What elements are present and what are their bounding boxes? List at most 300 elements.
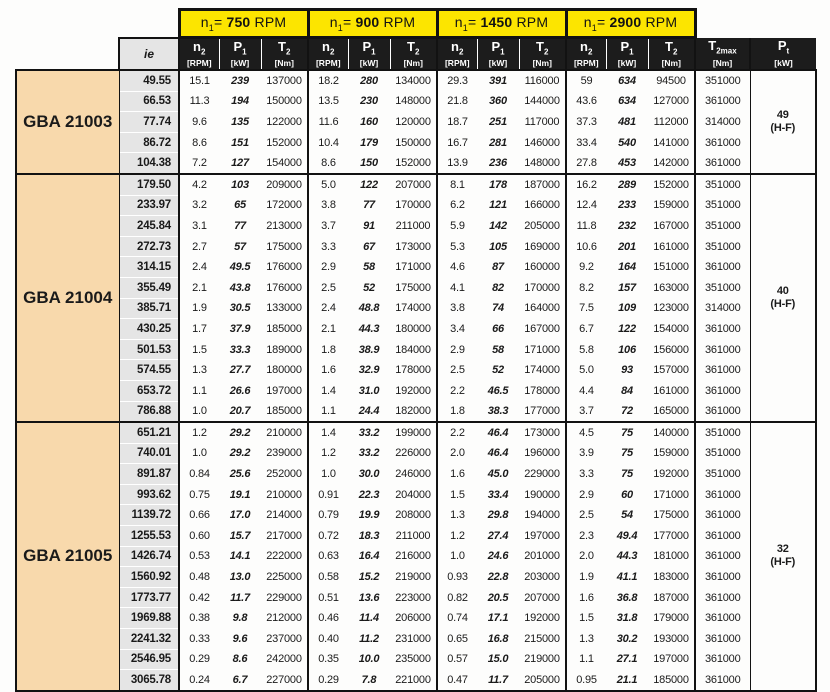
n2-cell: 3.3 [308, 236, 348, 257]
t2-cell: 148000 [519, 153, 566, 174]
p1-cell: 16.4 [358, 550, 380, 563]
t2-cell: 134000 [395, 75, 431, 88]
t2-cell: 187000 [524, 179, 560, 192]
p1-cell: 46.4 [487, 427, 509, 440]
t2max-cell: 361000 [695, 608, 750, 629]
p1-cell: 21.1 [606, 670, 648, 691]
p1-cell: 43.8 [229, 281, 251, 294]
t2max-cell: 361000 [695, 670, 750, 691]
n2-cell: 2.9 [566, 484, 606, 505]
t2max-cell: 361000 [695, 649, 750, 670]
t2-column-header: $T_2$ [Nm] [648, 38, 695, 71]
n2-cell: 2.5 [566, 505, 606, 526]
n2-column-header: $n_2$ [RPM] [179, 38, 219, 71]
n2-cell: 2.9 [308, 257, 348, 278]
ie-cell: 653.72 [119, 380, 179, 401]
p1-cell: 22.8 [487, 571, 509, 584]
n2-cell: 1.7 [179, 319, 219, 340]
label-column-blank [16, 38, 119, 71]
t2-cell: 123000 [653, 302, 689, 315]
t2-cell: 133000 [266, 302, 302, 315]
p1-cell: 251 [489, 115, 507, 128]
p1-cell: 25.6 [229, 468, 251, 481]
n2-cell: 0.82 [437, 587, 477, 608]
t2-cell: 215000 [524, 632, 560, 645]
n2-cell: 11.8 [566, 216, 606, 237]
p1-cell: 289 [618, 179, 636, 192]
t2-column-header: $T_2$ [Nm] [261, 38, 308, 71]
p1-cell: 122 [618, 322, 636, 335]
t2-cell: 197000 [653, 653, 689, 666]
p1-cell: 27.1 [616, 653, 638, 666]
t2-column-header: $T_2$ [Nm] [519, 38, 566, 71]
p1-column-header: $P_1$ [kW] [477, 38, 519, 71]
n2-cell: 1.6 [308, 360, 348, 381]
n2-cell: 5.0 [308, 174, 348, 195]
ie-cell: 49.55 [119, 70, 179, 91]
t2-cell: 173000 [395, 240, 431, 253]
p1-cell: 91 [363, 219, 375, 232]
n2-cell: 2.9 [437, 339, 477, 360]
t2-cell: 252000 [266, 468, 302, 481]
n2-cell: 3.7 [566, 401, 606, 422]
t2-cell: 161000 [653, 384, 689, 397]
p1-cell: 179 [360, 136, 378, 149]
table-row [16, 339, 816, 360]
p1-cell: 82 [492, 281, 504, 294]
p1-cell: 52 [492, 364, 504, 377]
n2-cell: 3.4 [437, 319, 477, 340]
n2-column-header: $n_2$ [RPM] [566, 38, 606, 71]
t2-cell: 196000 [524, 447, 560, 460]
p1-cell: 481 [618, 115, 636, 128]
table-row [16, 505, 816, 526]
n2-cell: 0.84 [179, 464, 219, 485]
table-row [16, 608, 816, 629]
n2-cell: 1.6 [566, 587, 606, 608]
p1-cell: 121 [489, 199, 507, 212]
t2-cell: 120000 [395, 115, 431, 128]
ie-cell: 1969.88 [119, 608, 179, 629]
header-row-speeds [16, 10, 816, 38]
p1-cell: 233 [618, 199, 636, 212]
n2-cell: 7.5 [566, 298, 606, 319]
ie-cell: 86.72 [119, 132, 179, 153]
p1-cell: 65 [234, 199, 246, 212]
p1-cell: 31.0 [358, 384, 380, 397]
n2-cell: 16.7 [437, 132, 477, 153]
ie-cell: 2241.32 [119, 629, 179, 650]
n2-cell: 0.95 [566, 670, 606, 691]
table-row [16, 629, 816, 650]
p1-cell: 201 [618, 240, 636, 253]
p1-column-header: $P_1$ [kW] [606, 38, 648, 71]
t2-cell: 211000 [395, 219, 431, 232]
n2-cell: 10.6 [566, 236, 606, 257]
n2-cell: 0.79 [308, 505, 348, 526]
n2-cell: 21.8 [437, 91, 477, 112]
t2max-cell: 361000 [695, 319, 750, 340]
n2-cell: 0.74 [437, 608, 477, 629]
p1-cell: 20.5 [487, 591, 509, 604]
table-row [16, 298, 816, 319]
n2-cell: 4.5 [566, 422, 606, 443]
t2-cell: 180000 [395, 322, 431, 335]
t2-cell: 175000 [266, 240, 302, 253]
n2-cell: 2.3 [566, 526, 606, 547]
p1-cell: 36.8 [616, 591, 638, 604]
n2-cell: 1.5 [179, 339, 219, 360]
t2-cell: 213000 [266, 219, 302, 232]
ie-cell: 3065.78 [119, 670, 179, 691]
ie-cell: 179.50 [119, 174, 179, 195]
n2-cell: 2.4 [308, 298, 348, 319]
t2-cell: 219000 [395, 571, 431, 584]
n2-cell: 9.6 [179, 112, 219, 133]
table-row [16, 70, 816, 91]
n2-cell: 0.60 [179, 526, 219, 547]
t2-cell: 137000 [266, 75, 302, 88]
t2max-column-header: $T_{2max}$ [Nm] [695, 38, 750, 71]
table-row [16, 91, 816, 112]
t2-cell: 176000 [266, 281, 302, 294]
t2-cell: 204000 [395, 488, 431, 501]
n2-cell: 2.0 [437, 443, 477, 464]
p1-cell: 230 [360, 95, 378, 108]
n2-cell: 0.58 [308, 567, 348, 588]
p1-cell: 13.0 [229, 571, 251, 584]
t2-cell: 219000 [524, 653, 560, 666]
n2-cell: 18.7 [437, 112, 477, 133]
n2-column-header: $n_2$ [RPM] [308, 38, 348, 71]
t2max-cell: 361000 [695, 546, 750, 567]
p1-cell: 106 [618, 343, 636, 356]
t2-cell: 177000 [519, 401, 566, 422]
p1-cell: 6.7 [219, 670, 261, 691]
n2-cell: 2.5 [308, 277, 348, 298]
p1-cell: 105 [489, 240, 507, 253]
t2-cell: 190000 [524, 488, 560, 501]
t2-cell: 172000 [266, 199, 302, 212]
p1-cell: 11.7 [230, 591, 250, 604]
n2-cell: 0.47 [437, 670, 477, 691]
t2-cell: 216000 [395, 550, 431, 563]
t2max-cell: 361000 [695, 629, 750, 650]
n2-column-header: $n_2$ [RPM] [437, 38, 477, 71]
p1-cell: 109 [618, 302, 636, 315]
t2-cell: 176000 [266, 261, 302, 274]
table-row [16, 546, 816, 567]
speed-header-2900rpm: $n_1= 2900$ RPM [566, 10, 695, 38]
p1-cell: 239 [231, 75, 249, 88]
n2-cell: 8.6 [179, 132, 219, 153]
header-row-columns [16, 38, 816, 71]
t2-cell: 160000 [524, 261, 560, 274]
n2-cell: 1.8 [437, 401, 477, 422]
n2-cell: 0.24 [179, 670, 219, 691]
t2-cell: 154000 [653, 322, 689, 335]
ie-cell: 1426.74 [119, 546, 179, 567]
t2-cell: 205000 [524, 219, 560, 232]
t2-cell: 157000 [653, 364, 689, 377]
n2-cell: 13.5 [308, 91, 348, 112]
n2-cell: 2.7 [179, 236, 219, 257]
ie-column-header: ie [119, 38, 179, 71]
t2-cell: 235000 [395, 653, 431, 666]
p1-cell: 9.6 [232, 632, 248, 645]
group-label: GBA 21004 [16, 174, 119, 422]
p1-cell: 87 [492, 261, 504, 274]
p1-cell: 29.8 [487, 509, 509, 522]
n2-cell: 0.38 [179, 608, 219, 629]
table-row [16, 567, 816, 588]
n2-cell: 0.48 [179, 567, 219, 588]
n2-cell: 8.1 [437, 174, 477, 195]
t2-cell: 141000 [653, 136, 689, 149]
t2max-cell: 351000 [695, 443, 750, 464]
n2-cell: 8.2 [566, 277, 606, 298]
t2-cell: 170000 [395, 199, 431, 212]
p1-cell: 38.9 [358, 343, 380, 356]
n2-cell: 0.35 [308, 649, 348, 670]
t2max-cell: 361000 [695, 587, 750, 608]
ie-cell: 314.15 [119, 257, 179, 278]
speed-header-750rpm: $n_1= 750$ RPM [179, 10, 308, 38]
t2-cell: 207000 [395, 179, 431, 192]
t2-cell: 210000 [266, 488, 302, 501]
p1-cell: 75 [621, 447, 633, 460]
p1-cell: 77 [363, 199, 375, 212]
n2-cell: 6.2 [437, 195, 477, 216]
t2max-cell: 351000 [695, 70, 750, 91]
n2-cell: 0.63 [308, 546, 348, 567]
p1-cell: 48.8 [358, 302, 380, 315]
p1-cell: 22.3 [358, 488, 380, 501]
t2-cell: 171000 [524, 343, 560, 356]
n2-cell: 0.75 [179, 484, 219, 505]
t2-cell: 94500 [656, 75, 686, 88]
p1-cell: 60 [621, 488, 633, 501]
p1-cell: 13.6 [358, 591, 380, 604]
p1-cell: 135 [231, 115, 249, 128]
n2-cell: 29.3 [437, 70, 477, 91]
p1-cell: 30.0 [358, 468, 380, 481]
t2max-cell: 314000 [695, 298, 750, 319]
t2-cell: 226000 [395, 447, 431, 460]
t2-cell: 171000 [653, 488, 689, 501]
n2-cell: 1.4 [308, 422, 348, 443]
p1-cell: 20.7 [219, 401, 261, 422]
table-row [16, 236, 816, 257]
n2-cell: 0.93 [437, 567, 477, 588]
ie-cell: 786.88 [119, 401, 179, 422]
n2-cell: 3.2 [179, 195, 219, 216]
t2-cell: 181000 [653, 550, 689, 563]
t2-cell: 150000 [395, 136, 431, 149]
p1-cell: 46.5 [487, 384, 509, 397]
p1-cell: 37.9 [229, 322, 251, 335]
t2-cell: 237000 [266, 632, 302, 645]
n2-cell: 5.8 [566, 339, 606, 360]
p1-cell: 33.3 [229, 343, 251, 356]
t2-column-header: $T_2$ [Nm] [390, 38, 437, 71]
n2-cell: 5.9 [437, 216, 477, 237]
ie-cell: 1773.77 [119, 587, 179, 608]
n2-cell: 1.0 [179, 443, 219, 464]
n2-cell: 11.3 [179, 91, 219, 112]
p1-cell: 46.4 [487, 447, 509, 460]
n2-cell: 15.1 [179, 70, 219, 91]
ie-cell: 1139.72 [119, 505, 179, 526]
table-row [16, 195, 816, 216]
t2-cell: 246000 [395, 468, 431, 481]
ie-cell: 2546.95 [119, 649, 179, 670]
group-label: GBA 21005 [16, 422, 119, 691]
t2-cell: 206000 [395, 612, 431, 625]
n2-cell: 1.9 [179, 298, 219, 319]
n2-cell: 1.0 [179, 401, 219, 422]
n2-cell: 59 [566, 70, 606, 91]
t2max-cell: 314000 [695, 112, 750, 133]
ie-cell: 651.21 [119, 422, 179, 443]
t2-cell: 161000 [653, 240, 689, 253]
n2-cell: 3.9 [566, 443, 606, 464]
p1-cell: 30.5 [229, 302, 251, 315]
n2-cell: 4.2 [179, 174, 219, 195]
t2-cell: 164000 [524, 302, 560, 315]
p1-cell: 38.3 [477, 401, 519, 422]
n2-cell: 0.51 [308, 587, 348, 608]
p1-cell: 280 [360, 75, 378, 88]
n2-cell: 18.2 [308, 70, 348, 91]
table-row [16, 526, 816, 547]
p1-cell: 32.9 [358, 364, 380, 377]
t2-cell: 193000 [653, 632, 689, 645]
p1-cell: 27.4 [487, 529, 509, 542]
t2-cell: 152000 [653, 179, 689, 192]
t2max-cell: 351000 [695, 174, 750, 195]
n2-cell: 1.5 [437, 484, 477, 505]
t2-cell: 169000 [524, 240, 560, 253]
p1-cell: 19.1 [229, 488, 251, 501]
ie-cell: 430.25 [119, 319, 179, 340]
t2-cell: 144000 [524, 95, 560, 108]
n2-cell: 0.57 [437, 649, 477, 670]
p1-cell: 84 [621, 384, 633, 397]
n2-cell: 9.2 [566, 257, 606, 278]
p1-cell: 24.4 [348, 401, 390, 422]
table-row [16, 649, 816, 670]
n2-cell: 0.29 [179, 649, 219, 670]
p1-cell: 58 [363, 261, 375, 274]
t2-cell: 175000 [395, 281, 431, 294]
t2-cell: 179000 [653, 612, 689, 625]
n2-cell: 1.3 [437, 505, 477, 526]
n2-cell: 5.0 [566, 360, 606, 381]
n2-cell: 2.1 [308, 319, 348, 340]
n2-cell: 3.8 [437, 298, 477, 319]
p1-cell: 151 [231, 136, 249, 149]
p1-cell: 44.3 [616, 550, 638, 563]
n2-cell: 3.8 [308, 195, 348, 216]
ie-cell: 245.84 [119, 216, 179, 237]
t2-cell: 203000 [524, 571, 560, 584]
ie-cell: 104.38 [119, 153, 179, 174]
table-row [16, 112, 816, 133]
n2-cell: 10.4 [308, 132, 348, 153]
n2-cell: 1.9 [566, 567, 606, 588]
n2-cell: 1.8 [308, 339, 348, 360]
n2-cell: 2.1 [179, 277, 219, 298]
t2-cell: 207000 [524, 591, 560, 604]
t2max-cell: 361000 [695, 257, 750, 278]
t2-cell: 199000 [395, 427, 431, 440]
table-row [16, 319, 816, 340]
p1-cell: 15.2 [358, 571, 380, 584]
t2-cell: 159000 [653, 199, 689, 212]
table-row [16, 422, 816, 443]
p1-cell: 194 [231, 95, 249, 108]
p1-cell: 164 [618, 261, 636, 274]
p1-cell: 17.1 [487, 612, 509, 625]
t2-cell: 229000 [524, 468, 560, 481]
p1-column-header: $P_1$ [kW] [219, 38, 261, 71]
t2-cell: 194000 [524, 509, 560, 522]
n2-cell: 1.2 [179, 422, 219, 443]
t2-cell: 239000 [266, 447, 302, 460]
n2-cell: 3.3 [566, 464, 606, 485]
p1-cell: 360 [489, 95, 507, 108]
n2-cell: 4.6 [437, 257, 477, 278]
p1-cell: 14.1 [229, 550, 251, 563]
p1-cell: 77 [234, 219, 246, 232]
t2-cell: 148000 [395, 95, 431, 108]
p1-cell: 18.3 [358, 529, 380, 542]
t2-cell: 122000 [266, 115, 302, 128]
ie-cell: 993.62 [119, 484, 179, 505]
t2-cell: 159000 [653, 447, 689, 460]
n2-cell: 0.91 [308, 484, 348, 505]
p1-cell: 160 [360, 115, 378, 128]
n2-cell: 1.0 [308, 464, 348, 485]
t2-cell: 177000 [653, 529, 689, 542]
p1-cell: 33.2 [358, 427, 380, 440]
p1-cell: 15.0 [487, 653, 509, 666]
n2-cell: 3.7 [308, 216, 348, 237]
t2max-cell: 361000 [695, 526, 750, 547]
t2max-cell: 351000 [695, 422, 750, 443]
t2max-cell: 361000 [695, 153, 750, 174]
p1-cell: 19.9 [358, 509, 380, 522]
table-row [16, 380, 816, 401]
t2-cell: 187000 [653, 591, 689, 604]
t2-cell: 185000 [261, 401, 308, 422]
n2-cell: 16.2 [566, 174, 606, 195]
table-row [16, 360, 816, 381]
n2-cell: 0.33 [179, 629, 219, 650]
t2max-cell: 351000 [695, 277, 750, 298]
t2max-cell: 361000 [695, 505, 750, 526]
p1-cell: 44.3 [358, 322, 380, 335]
p1-cell: 157 [618, 281, 636, 294]
n2-cell: 1.3 [179, 360, 219, 381]
p1-cell: 540 [618, 136, 636, 149]
n2-cell: 1.6 [437, 464, 477, 485]
p1-cell: 57 [234, 240, 246, 253]
p1-cell: 29.2 [229, 447, 251, 460]
gear-ratings-table [15, 8, 817, 692]
t2-cell: 142000 [648, 153, 695, 174]
